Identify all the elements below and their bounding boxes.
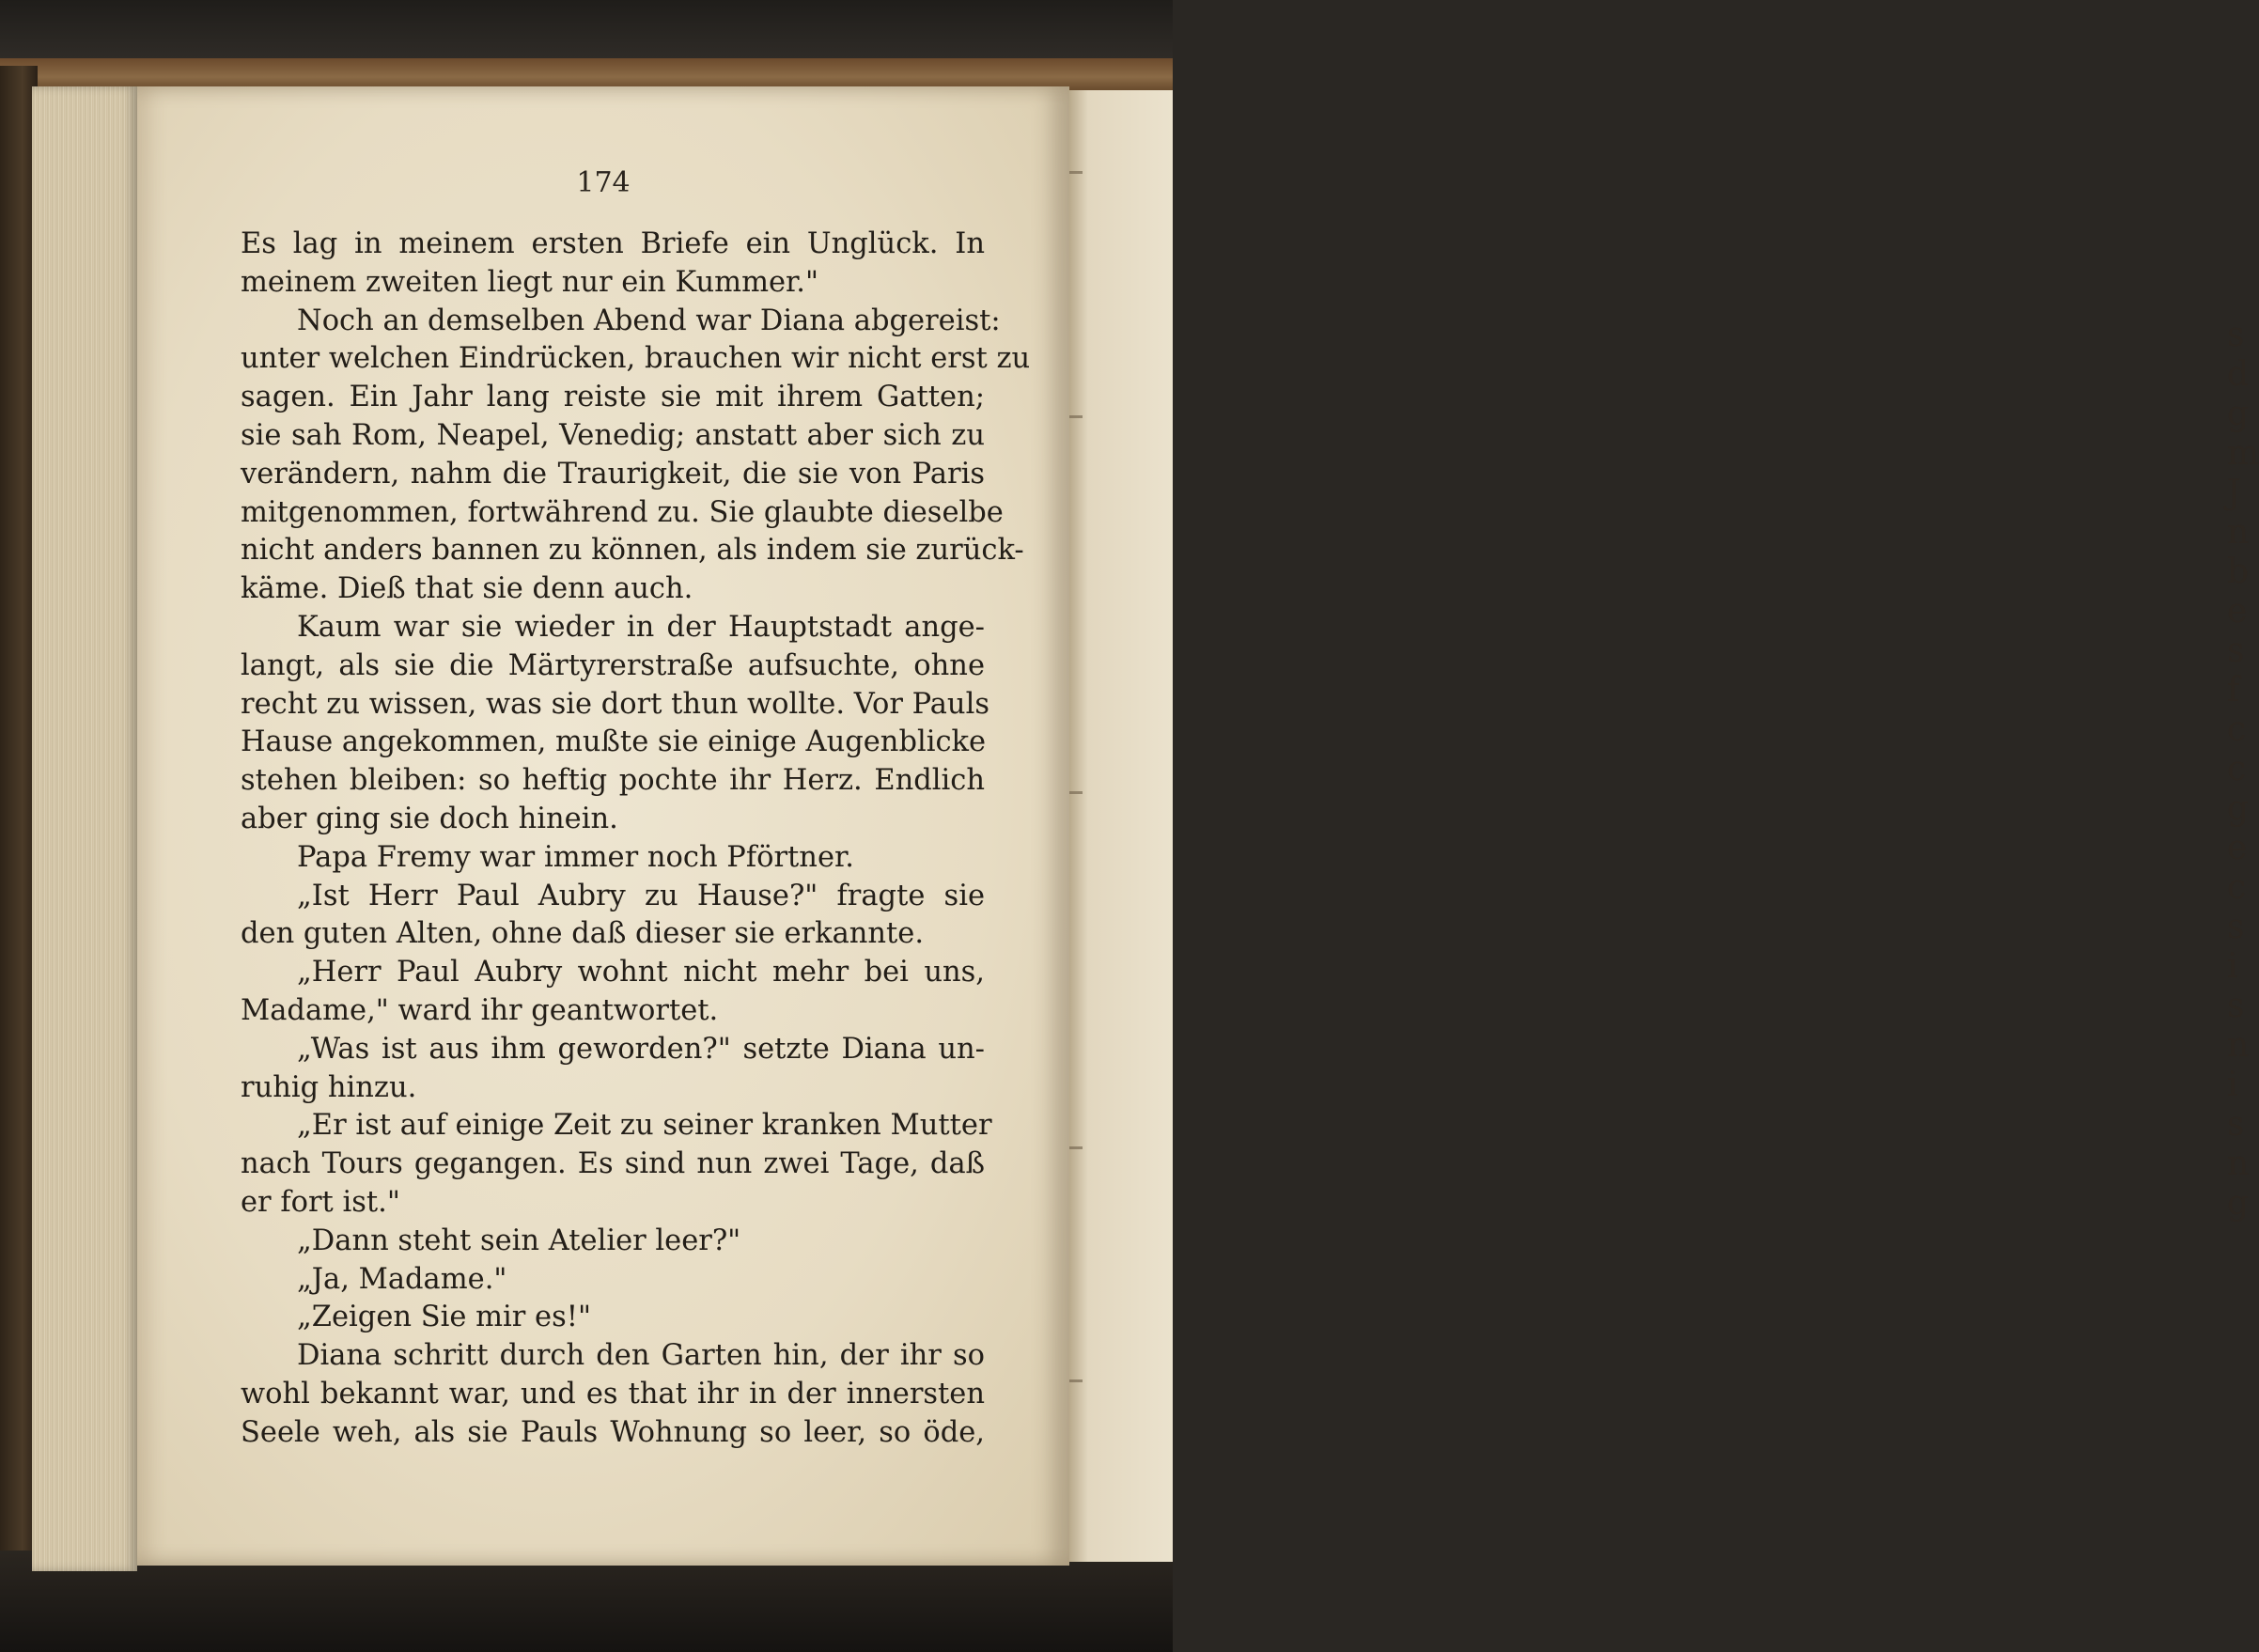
facing-page-letter: c [2227, 750, 2247, 788]
facing-page-letter: d [2227, 355, 2250, 394]
facing-page-letters [2227, 316, 2259, 1223]
book-page [137, 86, 1069, 1566]
facing-page-letter: s [2227, 316, 2245, 354]
text-line: nicht anders bannen zu können, als indem sie zurück- [241, 534, 1024, 568]
text-line: den guten Alten, ohne daß dieser sie erkannte. [241, 917, 925, 951]
text-line: Seele weh, als sie Pauls Wohnung so leer, so öde, [241, 1415, 985, 1449]
facing-page-letter: m [2227, 434, 2259, 473]
facing-page-letter: s [2227, 1105, 2245, 1144]
facing-page-letter: J [2227, 474, 2241, 512]
text-line: sie sah Rom, Neapel, Venedig; anstatt aber sich zu [241, 418, 985, 452]
facing-page-letter: c [2227, 868, 2247, 907]
text-line: nach Tours gegangen. Es sind nun zwei Tage, daß [241, 1147, 985, 1181]
text-line: er fort ist." [241, 1185, 400, 1219]
facing-page-letter: n [2227, 513, 2250, 552]
facing-page-letter: s [2227, 908, 2245, 946]
facing-page-letter: i [2227, 1066, 2238, 1104]
text-line: „Zeigen Sie mir es!" [297, 1301, 592, 1334]
text-line: meinem zweiten liegt nur ein Kummer." [241, 265, 819, 299]
facing-page-letter: s [2227, 987, 2245, 1025]
text-line: Madame," ward ihr geantwortet. [241, 993, 719, 1027]
text-line: mitgenommen, fortwährend zu. Sie glaubte dieselbe [241, 495, 1004, 529]
facing-page-letter: n [2227, 1026, 2250, 1065]
text-line: wohl bekannt war, und es that ihr in der innersten [241, 1377, 985, 1410]
text-line: ruhig hinzu. [241, 1070, 417, 1104]
text-line: sagen. Ein Jahr lang reiste sie mit ihrem Gatten; [241, 381, 985, 414]
text-line: stehen bleiben: so heftig pochte ihr Herz. Endlich [241, 764, 985, 798]
facing-page-letter: g [2227, 395, 2250, 433]
text-line: verändern, nahm die Traurigkeit, die sie von Paris [241, 457, 985, 491]
text-line: aber ging sie doch hinein. [241, 802, 618, 835]
text-line: „Herr Paul Aubry wohnt nicht mehr bei uns, [297, 956, 985, 990]
text-line: unter welchen Eindrücken, brauchen wir nicht erst zu [241, 342, 1031, 376]
text-line: Hause angekommen, mußte sie einige Augenblicke [241, 725, 987, 759]
facing-page-letter: c [2227, 710, 2247, 749]
text-line: Kaum war sie wieder in der Hauptstadt ange- [297, 610, 985, 644]
book-cover-bottom-edge [0, 1551, 1173, 1652]
facing-page-letter: g [2227, 789, 2250, 828]
facing-page-letter: e [2227, 592, 2248, 631]
page-number: 174 [576, 166, 631, 199]
text-line: „Was ist aus ihm geworden?" setzte Diana un- [297, 1032, 985, 1066]
facing-page-letter: b [2227, 553, 2250, 591]
facing-page-letter: e [2227, 829, 2248, 867]
text-line: „Ist Herr Paul Aubry zu Hause?" fragte sie [297, 879, 985, 912]
text-line: langt, als sie die Märtyrerstraße aufsuchte, ohne [241, 648, 985, 682]
text-line: „Dann steht sein Atelier leer?" [297, 1223, 741, 1257]
text-line: „Er ist auf einige Zeit zu seiner kranken Mutter [297, 1109, 992, 1143]
facing-page-letter: n [2227, 1145, 2250, 1183]
text-line: Diana schritt durch den Garten hin, der ihr so [297, 1339, 985, 1373]
text-line: Noch an demselben Abend war Diana abgereist: [297, 304, 1001, 337]
facing-page-letter: g [2227, 1184, 2250, 1223]
page-body-text [241, 226, 1031, 1453]
facing-page-letter: i [2227, 947, 2238, 986]
text-line: „Ja, Madame." [297, 1262, 507, 1296]
facing-page-letter: f [2227, 671, 2240, 709]
page-edges-stack [32, 86, 137, 1571]
text-line: Es lag in meinem ersten Briefe ein Unglück. In [241, 227, 985, 260]
text-line: Papa Fremy war immer noch Pförtner. [297, 840, 854, 874]
text-line: käme. Dieß that sie denn auch. [241, 572, 693, 606]
text-line: recht zu wissen, was sie dort thun wollte. Vor Pauls [241, 687, 989, 721]
facing-page-letter: s [2227, 631, 2245, 670]
